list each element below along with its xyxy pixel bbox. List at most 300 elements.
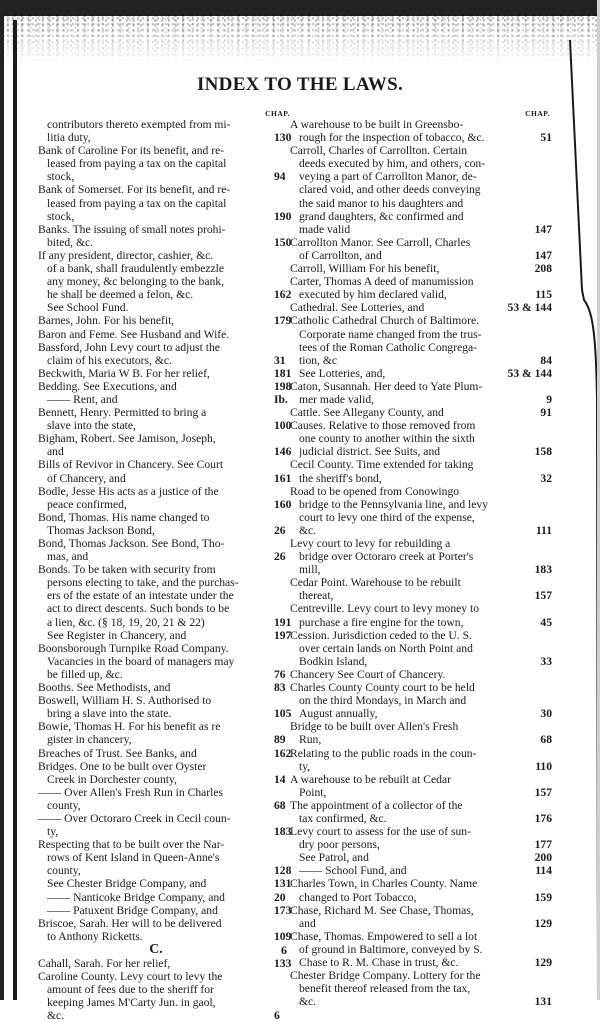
index-line	[38, 183, 304, 196]
entry-text: &c.	[299, 523, 317, 537]
index-line	[290, 328, 552, 341]
entry-text: Briscoe, Sarah. Her will to be delivered	[38, 916, 222, 930]
index-line	[38, 970, 304, 983]
index-entry	[290, 458, 552, 484]
index-entry	[290, 236, 552, 262]
entry-text: Bennett, Henry. Permitted to bring a	[38, 406, 207, 420]
index-line	[290, 170, 552, 183]
index-entry	[38, 957, 304, 970]
chapter-number: 197	[274, 628, 292, 642]
chapter-number: 131	[274, 877, 292, 891]
index-line	[38, 498, 304, 511]
index-line	[38, 983, 304, 996]
chapter-number: 208	[534, 262, 552, 276]
chapter-number: 91	[540, 406, 552, 420]
entry-text: Point,	[299, 785, 327, 799]
chapter-number: 114	[535, 864, 552, 878]
chapter-number: 200	[534, 851, 552, 865]
chapter-number: 157	[534, 589, 552, 603]
chapter-number: 115	[535, 288, 552, 302]
index-line	[290, 524, 552, 537]
entry-text: benefit thereof released from the tax,	[299, 982, 471, 996]
entry-text: See Chester Bridge Company, and	[47, 877, 207, 891]
scan-noise	[0, 14, 600, 64]
index-line	[38, 406, 304, 419]
entry-text: If any president, director, cashier, &c.	[38, 248, 214, 262]
index-entry	[38, 458, 304, 484]
index-line	[290, 616, 552, 629]
page-gutter-line	[13, 20, 17, 1000]
entry-text: purchase a fire engine for the town,	[299, 615, 464, 629]
entry-text: Bond, Thomas. His name changed to	[38, 510, 210, 524]
index-line	[290, 891, 552, 904]
index-line	[290, 262, 552, 275]
entry-text: rows of Kent Island in Queen-Anne's	[47, 851, 220, 865]
index-line	[290, 367, 552, 380]
entry-text: persons electing to take, and the purchas-	[47, 576, 239, 590]
entry-text: The appointment of a collector of the	[290, 798, 463, 812]
entry-text: executed by him declared valid,	[299, 288, 447, 302]
entry-text: Run,	[299, 733, 322, 747]
index-line	[290, 655, 552, 668]
entry-text: Banks. The issuing of small notes prohi-	[38, 222, 226, 236]
entry-text: rough for the inspection of tobacco, &c.	[299, 131, 485, 145]
index-entry	[38, 367, 304, 380]
entry-text: peace confirmed,	[47, 497, 127, 511]
entry-text: Beckwith, Maria W B. For her relief,	[38, 366, 210, 380]
chapter-number: 105	[274, 707, 292, 721]
chapter-number: 31	[274, 353, 286, 367]
chapter-number: 9	[546, 392, 552, 406]
entry-text: Relating to the public roads in the coun-	[290, 746, 477, 760]
index-line	[290, 720, 552, 733]
index-entry	[38, 432, 304, 458]
index-entry	[38, 747, 304, 760]
index-entry	[38, 642, 304, 681]
index-entries-left	[38, 118, 304, 1022]
chapter-number: 173	[274, 903, 292, 917]
index-entry	[290, 301, 552, 314]
entry-text: Bills of Revivor in Chancery. See Court	[38, 458, 224, 472]
entry-text: Causes. Relative to those removed from	[290, 419, 476, 433]
index-line	[290, 864, 552, 877]
entry-text: Chase, Thomas. Empowered to sell a lot	[290, 929, 478, 943]
entry-text: be filled up, &c.	[47, 667, 123, 681]
index-line	[290, 825, 552, 838]
index-line	[290, 877, 552, 890]
entry-text: to Anthony Ricketts.	[47, 929, 143, 943]
index-line	[38, 197, 304, 210]
index-line	[290, 602, 552, 615]
index-line	[38, 328, 304, 341]
index-line	[290, 904, 552, 917]
entry-text: &c.	[47, 1009, 65, 1022]
chapter-number: 147	[534, 248, 552, 262]
entry-text: the said manor to his daughters and	[299, 196, 464, 210]
entry-text: county,	[47, 864, 81, 878]
index-entry	[38, 223, 304, 249]
section-letter: C.	[149, 941, 163, 957]
entry-text: Caton, Susannah. Her deed to Yate Plum-	[290, 379, 483, 393]
entry-text: of Carrollton, and	[299, 248, 382, 262]
index-line	[38, 524, 304, 537]
chapter-number: 76	[274, 667, 286, 681]
entry-text: any money, &c belonging to the bank,	[47, 275, 224, 289]
index-entry	[290, 747, 552, 773]
entry-text: Vacancies in the board of managers may	[47, 654, 235, 668]
entry-text: Road to be opened from Conowingo	[290, 484, 460, 498]
chapter-number: 198	[274, 379, 292, 393]
chapter-number: 53 & 144	[507, 366, 552, 380]
index-line	[290, 969, 552, 982]
entry-text: bridge over Octoraro creek at Porter's	[299, 550, 474, 564]
entry-text: stock,	[47, 209, 75, 223]
chapter-number: 51	[540, 131, 552, 145]
index-line	[38, 511, 304, 524]
index-line	[38, 602, 304, 615]
entry-text: Chester Bridge Company. Lottery for the	[290, 969, 481, 983]
entry-text: Carter, Thomas A deed of manumission	[290, 275, 474, 289]
chapter-number: 94	[274, 170, 286, 184]
entry-text: Cecil County. Time extended for taking	[290, 458, 474, 472]
entry-text: gister in chancery,	[47, 733, 132, 747]
chapter-number: 109	[274, 929, 292, 943]
index-line	[290, 498, 552, 511]
chapter-number: 161	[274, 471, 292, 485]
index-entry	[290, 602, 552, 628]
entry-text: Levy court to assess for the use of sun-	[290, 825, 471, 839]
index-entry	[38, 563, 304, 642]
index-line	[38, 223, 304, 236]
entry-text: —— Patuxent Bridge Company, and	[47, 903, 218, 917]
index-line	[38, 917, 304, 930]
chapter-number: 111	[535, 523, 552, 537]
entry-text: Creek in Dorchester county,	[47, 772, 177, 786]
entry-text: Bank of Caroline For its benefit, and re-	[38, 144, 225, 158]
index-entry	[38, 694, 304, 720]
entry-text: act to direct descents. Such bonds to be	[47, 602, 230, 616]
index-line	[38, 707, 304, 720]
index-entry	[290, 314, 552, 379]
index-line	[38, 432, 304, 445]
index-line	[38, 733, 304, 746]
entry-text: ers of the estate of an intestate under the	[47, 589, 234, 603]
entry-text: Bonds. To be taken with security from	[38, 563, 216, 577]
entry-text: —— Nanticoke Bridge Company, and	[47, 890, 225, 904]
chapter-number: 110	[535, 759, 552, 773]
chapter-number: 146	[274, 445, 292, 459]
index-line	[38, 629, 304, 642]
entry-text: Carroll, William For his benefit,	[290, 262, 440, 276]
entry-text: Chase, Richard M. See Chase, Thomas,	[290, 903, 474, 917]
index-line	[290, 144, 552, 157]
index-entry	[290, 262, 552, 275]
index-line	[38, 485, 304, 498]
chapter-number: 68	[540, 733, 552, 747]
entry-text: —— Over Octoraro Creek in Cecil coun-	[38, 811, 231, 825]
index-line	[38, 537, 304, 550]
chapter-number: 191	[274, 615, 292, 629]
chapter-number: 45	[540, 615, 552, 629]
page-title: INDEX TO THE LAWS.	[196, 74, 404, 95]
index-line	[290, 249, 552, 262]
entry-text: Bowie, Thomas H. For his benefit as re	[38, 720, 221, 734]
entry-text: grand daughters, &c confirmed and	[299, 209, 464, 223]
index-line	[290, 982, 552, 995]
index-line	[290, 851, 552, 864]
entry-text: Cedar Point. Warehouse to be rebuilt	[290, 576, 461, 590]
entry-text: on the third Mondays, in March and	[299, 694, 467, 708]
index-entry	[38, 118, 304, 144]
entry-text: Caroline County. Levy court to levy the	[38, 970, 223, 983]
index-line	[290, 576, 552, 589]
index-entries-right	[290, 118, 552, 1008]
index-line	[38, 301, 304, 314]
page-number: 6	[281, 943, 287, 957]
index-line	[290, 210, 552, 223]
index-line	[38, 996, 304, 1009]
entry-text: litia duty,	[47, 131, 91, 145]
index-line	[38, 786, 304, 799]
entry-text: Corporate name changed from the trus-	[299, 327, 482, 341]
entry-text: dry poor persons,	[299, 838, 380, 852]
index-line	[290, 747, 552, 760]
index-line	[290, 236, 552, 249]
index-line	[290, 314, 552, 327]
chapter-number: 147	[534, 222, 552, 236]
entry-text: Cathedral. See Lotteries, and	[290, 301, 425, 315]
entry-text: Bridge to be built over Allen's Fresh	[290, 720, 459, 734]
entry-text: Charles County County court to be held	[290, 681, 475, 695]
entry-text: Chase to R. M. Chase in trust, &c.	[299, 956, 459, 969]
index-line	[290, 432, 552, 445]
index-line	[290, 995, 552, 1008]
index-line	[38, 118, 304, 131]
index-entry	[38, 144, 304, 183]
entry-text: —— School Fund, and	[299, 864, 407, 878]
index-entry	[290, 406, 552, 419]
index-line	[38, 576, 304, 589]
entry-text: tax confirmed, &c.	[299, 811, 387, 825]
entry-text: Cattle. See Allegany County, and	[290, 406, 444, 420]
index-line	[290, 694, 552, 707]
entry-text: Bigham, Robert. See Jamison, Joseph,	[38, 432, 216, 446]
index-line	[38, 616, 304, 629]
entry-text: made valid	[299, 222, 351, 236]
index-entry	[290, 720, 552, 746]
index-line	[38, 419, 304, 432]
index-line	[38, 157, 304, 170]
index-line	[290, 930, 552, 943]
chapter-number: 131	[534, 995, 552, 1009]
index-entry	[290, 144, 552, 236]
entry-text: contributors thereto exempted from mi-	[47, 118, 231, 131]
index-line	[38, 314, 304, 327]
index-line	[290, 681, 552, 694]
entry-text: Boonsborough Turnpike Road Company.	[38, 641, 229, 655]
index-line	[38, 655, 304, 668]
entry-text: August annually,	[299, 707, 378, 721]
index-line	[290, 458, 552, 471]
index-line	[290, 668, 552, 681]
index-line	[38, 1009, 304, 1022]
index-line	[290, 393, 552, 406]
index-line	[38, 236, 304, 249]
index-line	[290, 118, 552, 131]
chapter-number: 32	[540, 471, 552, 485]
index-entry	[38, 511, 304, 537]
entry-text: Bridges. One to be built over Oyster	[38, 759, 207, 773]
index-entry	[38, 183, 304, 222]
index-line	[290, 629, 552, 642]
entry-text: See Lotteries, and,	[299, 366, 386, 380]
index-line	[290, 838, 552, 851]
index-line	[38, 445, 304, 458]
entry-text: Baron and Feme. See Husband and Wife.	[38, 327, 230, 341]
entry-text: a lien, &c. (§ 18, 19, 20, 21 & 22)	[47, 615, 205, 629]
index-line	[38, 170, 304, 183]
entry-text: of ground in Baltimore, conveyed by S.	[299, 942, 483, 956]
index-line	[38, 877, 304, 890]
index-entry	[38, 812, 304, 838]
chapter-number: 26	[274, 523, 286, 537]
index-line	[38, 891, 304, 904]
entry-text: over certain lands on North Point and	[299, 641, 473, 655]
index-line	[38, 131, 304, 144]
chapter-number: 158	[534, 445, 552, 459]
index-line	[290, 550, 552, 563]
entry-text: tion, &c	[299, 353, 337, 367]
chapter-number: 30	[540, 707, 552, 721]
index-line	[290, 917, 552, 930]
index-line	[38, 550, 304, 563]
entry-text: Cahall, Sarah. For her relief,	[38, 956, 171, 970]
index-entry	[290, 485, 552, 537]
index-line	[38, 642, 304, 655]
index-line	[38, 144, 304, 157]
index-entry	[38, 838, 304, 917]
entry-text: ty,	[47, 825, 59, 839]
index-entry	[38, 314, 304, 327]
index-line	[38, 681, 304, 694]
entry-text: Breaches of Trust. See Banks, and	[38, 746, 197, 760]
entry-text: Centreville. Levy court to levy money to	[290, 602, 479, 616]
entry-text: Carroll, Charles of Carrollton. Certain	[290, 144, 468, 158]
index-line	[290, 773, 552, 786]
index-line	[290, 183, 552, 196]
index-entry	[290, 825, 552, 877]
chapter-number: 129	[534, 956, 552, 969]
entry-text: claim of his executors, &c.	[47, 353, 172, 367]
index-line	[290, 812, 552, 825]
chapter-number: Ib.	[274, 392, 288, 406]
chapter-number: 176	[534, 811, 552, 825]
index-line	[38, 812, 304, 825]
index-line	[290, 943, 552, 956]
entry-text: mer made valid,	[299, 392, 375, 406]
index-line	[290, 223, 552, 236]
entry-text: changed to Port Tobacco,	[299, 890, 417, 904]
index-line	[290, 733, 552, 746]
index-line	[38, 720, 304, 733]
index-line	[38, 851, 304, 864]
entry-text: A warehouse to be rebuilt at Cedar	[290, 772, 451, 786]
index-entry	[38, 406, 304, 432]
index-entry	[38, 341, 304, 367]
entry-text: Bedding. See Executions, and	[38, 379, 177, 393]
index-entry	[290, 419, 552, 458]
entry-text: See Patrol, and	[299, 851, 369, 865]
chapter-number: 159	[534, 890, 552, 904]
index-entry	[38, 249, 304, 314]
entry-text: bring a slave into the state.	[47, 707, 172, 721]
index-line	[290, 419, 552, 432]
index-line	[290, 563, 552, 576]
entry-text: thereat,	[299, 589, 334, 603]
index-line	[38, 367, 304, 380]
index-entry	[290, 877, 552, 903]
entry-text: Carrollton Manor. See Carroll, Charles	[290, 235, 471, 249]
index-entry	[38, 328, 304, 341]
entry-text: Booths. See Methodists, and	[38, 681, 171, 695]
chapter-number: 181	[274, 366, 292, 380]
entry-text: slave into the state,	[47, 419, 136, 433]
entry-text: Levy court to levy for rebuilding a	[290, 537, 451, 550]
chapter-number: 133	[274, 956, 292, 970]
entry-text: Thomas Jackson Bond,	[47, 523, 155, 537]
index-entry	[38, 537, 304, 563]
index-line	[290, 445, 552, 458]
index-line	[290, 760, 552, 773]
index-line	[38, 747, 304, 760]
entry-text: mas, and	[47, 550, 89, 564]
index-line	[290, 485, 552, 498]
index-line	[290, 301, 552, 314]
entry-text: Bassford, John Levy court to adjust the	[38, 340, 220, 354]
entry-text: Cession. Jurisdiction ceded to the U. S.	[290, 628, 472, 642]
entry-text: of a bank, shall fraudulently embezzle	[47, 262, 225, 276]
index-column-right	[290, 109, 552, 1008]
entry-text: Chancery See Court of Chancery.	[290, 667, 446, 681]
entry-text: stock,	[47, 170, 75, 184]
entry-text: amount of fees due to the sheriff for	[47, 983, 214, 997]
index-entry	[38, 485, 304, 511]
index-entry	[290, 799, 552, 825]
index-line	[38, 249, 304, 262]
index-entry	[290, 668, 552, 681]
chapter-number: 20	[274, 890, 286, 904]
index-entry	[290, 930, 552, 969]
index-line	[38, 930, 304, 943]
entry-text: and	[299, 916, 316, 930]
entry-text: keeping James M'Carty Jun. in gaol,	[47, 996, 216, 1010]
chapter-number: 160	[274, 497, 292, 511]
index-line	[290, 642, 552, 655]
index-entry	[38, 760, 304, 786]
chapter-number: 89	[274, 733, 286, 747]
index-line	[290, 799, 552, 812]
index-line	[290, 956, 552, 969]
index-entry	[290, 576, 552, 602]
index-entry	[290, 969, 552, 1008]
index-entry	[38, 380, 304, 406]
chapter-number: 68	[274, 798, 286, 812]
entry-text: court to levy one third of the expense,	[299, 510, 475, 524]
entry-text: See School Fund.	[47, 301, 129, 315]
entry-text: clared void, and other deeds conveying	[299, 183, 481, 197]
entry-text: one county to another within the sixth	[299, 432, 475, 446]
index-line	[290, 380, 552, 393]
